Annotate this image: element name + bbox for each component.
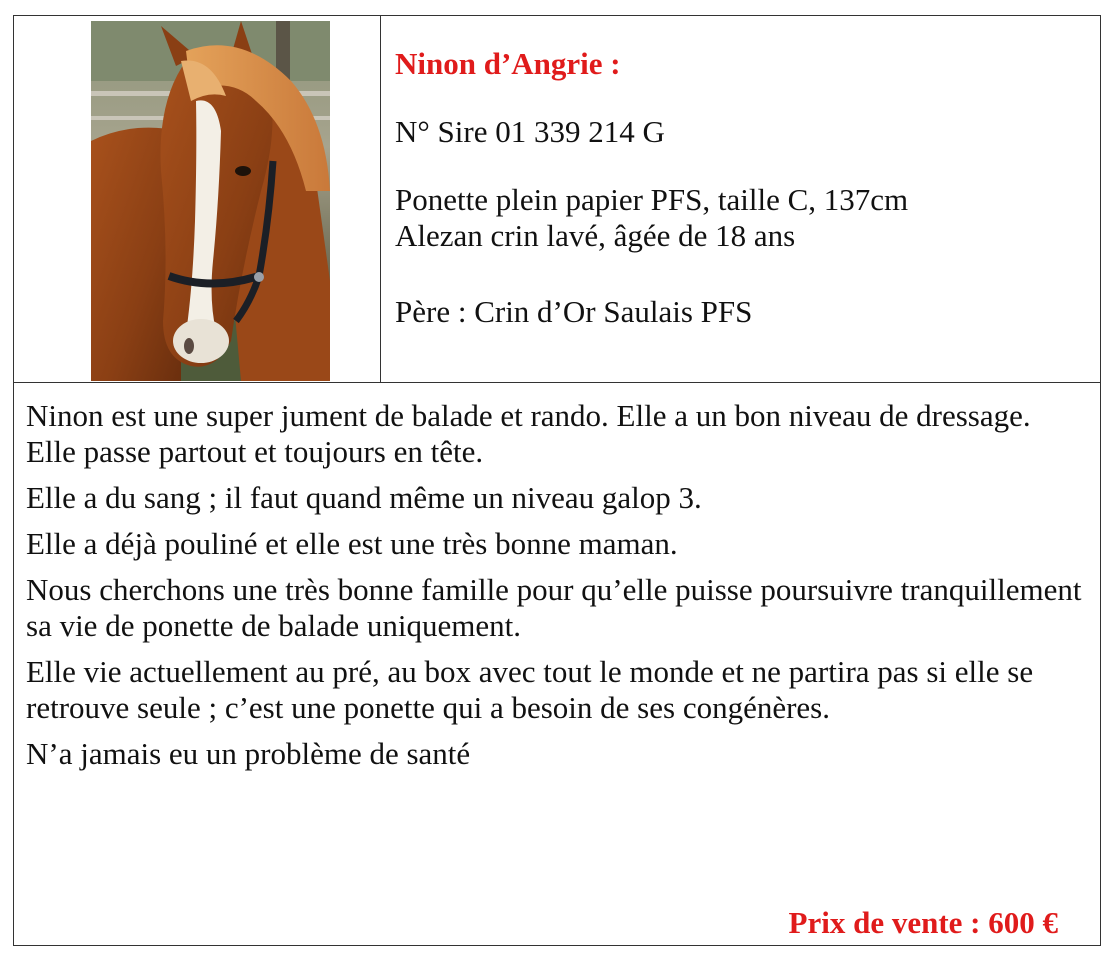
photo-cell	[14, 16, 381, 382]
sale-price: Prix de vente : 600 €	[788, 905, 1058, 940]
sire-number: N° Sire 01 339 214 G	[395, 114, 665, 149]
info-cell	[395, 16, 1080, 382]
description-paragraph: Elle vie actuellement au pré, au box avec tout le monde et ne partira pas si elle se retrouve seule ; c’est une ponette qui a besoin de ses congénères.	[26, 654, 1034, 725]
description-paragraph: Elle a du sang ; il faut quand même un niveau galop 3.	[26, 480, 702, 515]
description-paragraph: Elle a déjà pouliné et elle est une très bonne maman.	[26, 526, 678, 561]
listing-sheet	[13, 15, 1101, 946]
description-paragraph: Ninon est une super jument de balade et rando. Elle a un bon niveau de dressage. Elle passe partout et toujours en tête.	[26, 398, 1031, 469]
horse-name: Ninon d’Angrie :	[395, 46, 621, 81]
header-row	[14, 16, 1100, 383]
horse-photo	[91, 21, 330, 381]
breed-line-1: Ponette plein papier PFS, taille C, 137cm	[395, 182, 909, 217]
description-paragraph: N’a jamais eu un problème de santé	[26, 736, 471, 771]
description	[26, 398, 1086, 782]
breed-line-2: Alezan crin lavé, âgée de 18 ans	[395, 218, 796, 253]
father-line: Père : Crin d’Or Saulais PFS	[395, 294, 753, 329]
description-paragraph: Nous cherchons une très bonne famille pour qu’elle puisse poursuivre tranquillement sa vie de ponette de balade uniquement.	[26, 572, 1082, 643]
